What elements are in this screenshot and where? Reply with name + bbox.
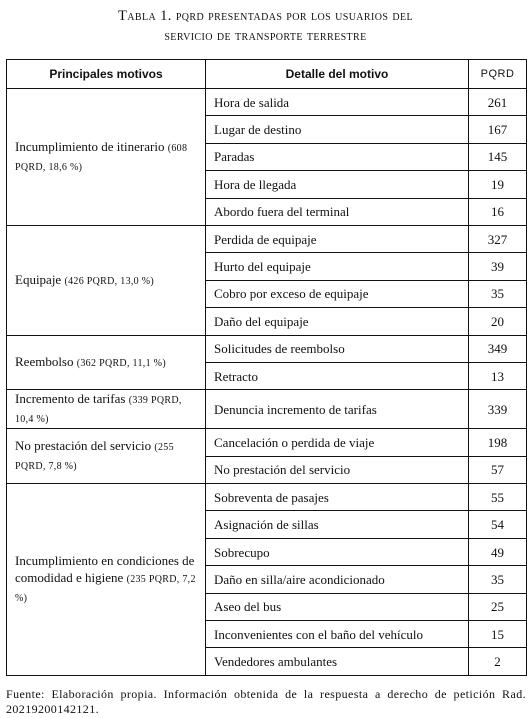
- pqrd-count-cell: 25: [469, 593, 527, 620]
- pqrd-count-cell: 35: [469, 280, 527, 307]
- motivo-summary: (235 PQRD, 7,2 %): [15, 573, 196, 604]
- table-caption: [0, 6, 531, 46]
- motivo-summary: (426 PQRD, 13,0 %): [64, 275, 155, 287]
- source-note: Fuente: Elaboración propia. Información obtenida de la respuesta a derecho de petición Rad. 20219200142121.: [6, 687, 526, 716]
- motivo-summary: (339 PQRD, 10,4 %): [15, 395, 182, 426]
- detalle-cell: Cancelación o perdida de viaje: [206, 429, 469, 456]
- pqrd-count-cell: 145: [469, 143, 527, 170]
- detalle-cell: Hora de salida: [206, 89, 469, 116]
- caption-line-1: Tabla 1. pqrd presentadas por los usuarios del: [118, 8, 413, 24]
- table-row: [7, 429, 527, 456]
- table-row: [7, 390, 527, 429]
- detalle-cell: Solicitudes de reembolso: [206, 335, 469, 362]
- principal-motivo-cell: [7, 484, 206, 676]
- detalle-cell: Denuncia incremento de tarifas: [206, 390, 469, 429]
- pqrd-count-cell: 57: [469, 456, 527, 483]
- pqrd-count-cell: 2: [469, 648, 527, 675]
- pqrd-count-cell: 35: [469, 566, 527, 593]
- detalle-cell: Sobrecupo: [206, 538, 469, 565]
- motivo-summary: (362 PQRD, 11,1 %): [76, 357, 166, 369]
- pqrd-count-cell: 198: [469, 429, 527, 456]
- motivo-name: Incumplimiento de itinerario: [15, 138, 165, 154]
- motivo-summary: (608 PQRD, 18,6 %): [15, 142, 188, 173]
- pqrd-count-cell: 20: [469, 308, 527, 335]
- pqrd-count-cell: 15: [469, 621, 527, 648]
- detalle-cell: Sobreventa de pasajes: [206, 484, 469, 511]
- table-body: [7, 89, 527, 676]
- pqrd-count-cell: 13: [469, 362, 527, 389]
- detalle-cell: Retracto: [206, 362, 469, 389]
- pqrd-count-cell: 327: [469, 225, 527, 252]
- detalle-cell: Asignación de sillas: [206, 511, 469, 538]
- principal-motivo-cell: [7, 429, 206, 484]
- pqrd-count-cell: 167: [469, 116, 527, 143]
- detalle-cell: Daño del equipaje: [206, 308, 469, 335]
- motivo-name: Incremento de tarifas: [15, 391, 126, 407]
- header-detalle-motivo: Detalle del motivo: [206, 60, 469, 89]
- pqrd-count-cell: 349: [469, 335, 527, 362]
- pqrd-count-cell: 54: [469, 511, 527, 538]
- pqrd-count-cell: 55: [469, 484, 527, 511]
- detalle-cell: Abordo fuera del terminal: [206, 198, 469, 225]
- pqrd-count-cell: 49: [469, 538, 527, 565]
- detalle-cell: Hurto del equipaje: [206, 253, 469, 280]
- header-principales-motivos: Principales motivos: [7, 60, 206, 89]
- table-row: [7, 484, 527, 511]
- motivo-name: No prestación del servicio: [15, 438, 152, 454]
- table-row: [7, 335, 527, 362]
- pqrd-count-cell: 339: [469, 390, 527, 429]
- detalle-cell: Vendedores ambulantes: [206, 648, 469, 675]
- principal-motivo-cell: [7, 225, 206, 335]
- detalle-cell: Hora de llegada: [206, 171, 469, 198]
- principal-motivo-cell: [7, 390, 206, 429]
- detalle-cell: No prestación del servicio: [206, 456, 469, 483]
- caption-line-2: servicio de transporte terrestre: [164, 28, 367, 44]
- detalle-cell: Aseo del bus: [206, 593, 469, 620]
- pqrd-count-cell: 19: [469, 171, 527, 198]
- pqrd-table: [6, 59, 527, 676]
- detalle-cell: Daño en silla/aire acondicionado: [206, 566, 469, 593]
- principal-motivo-cell: [7, 335, 206, 390]
- motivo-name: Reembolso: [15, 353, 74, 369]
- principal-motivo-cell: [7, 89, 206, 226]
- table-header-row: [7, 60, 527, 89]
- detalle-cell: Paradas: [206, 143, 469, 170]
- motivo-name: Incumplimiento en condiciones de comodidad e higiene: [15, 552, 195, 585]
- motivo-name: Equipaje: [15, 271, 62, 287]
- detalle-cell: Cobro por exceso de equipaje: [206, 280, 469, 307]
- header-pqrd: PQRD: [469, 60, 527, 89]
- table-row: [7, 89, 527, 116]
- detalle-cell: Lugar de destino: [206, 116, 469, 143]
- table-row: [7, 225, 527, 252]
- pqrd-count-cell: 16: [469, 198, 527, 225]
- motivo-summary: (255 PQRD, 7,8 %): [15, 442, 174, 473]
- pqrd-count-cell: 39: [469, 253, 527, 280]
- pqrd-count-cell: 261: [469, 89, 527, 116]
- detalle-cell: Inconvenientes con el baño del vehículo: [206, 621, 469, 648]
- detalle-cell: Perdida de equipaje: [206, 225, 469, 252]
